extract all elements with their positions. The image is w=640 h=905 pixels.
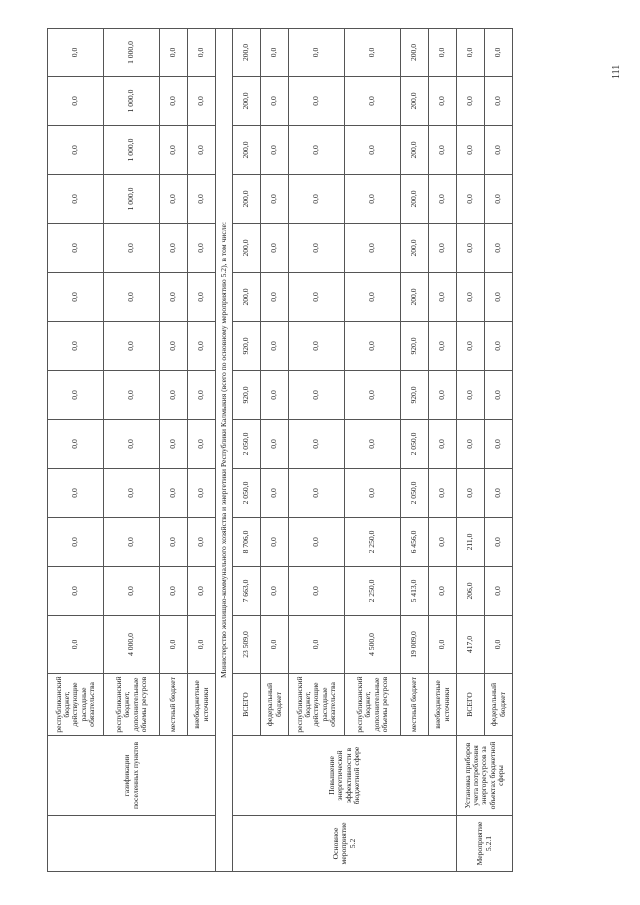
value-cell: 0,0 (188, 126, 216, 175)
value-cell: 0,0 (261, 518, 289, 567)
value-cell: 0,0 (104, 322, 160, 371)
value-cell: 0,0 (48, 224, 104, 273)
value-cell: 0,0 (48, 420, 104, 469)
value-cell: 0,0 (160, 126, 188, 175)
value-cell: 0,0 (289, 420, 345, 469)
value-cell: 0,0 (160, 567, 188, 616)
value-cell: 0,0 (457, 224, 485, 273)
value-cell: 0,0 (429, 29, 457, 77)
value-cell: 0,0 (457, 126, 485, 175)
value-cell: 0,0 (429, 616, 457, 674)
value-cell: 7 663,0 (233, 567, 261, 616)
value-cell: 0,0 (104, 371, 160, 420)
value-cell: 0,0 (345, 175, 401, 224)
value-cell: 0,0 (104, 469, 160, 518)
value-cell: 200,0 (233, 273, 261, 322)
source-cell: республиканский бюджет, дополнительные объемы ресурсов (104, 674, 160, 736)
value-cell: 0,0 (160, 371, 188, 420)
source-cell: ВСЕГО (233, 674, 261, 736)
value-cell: 0,0 (160, 322, 188, 371)
value-cell: 0,0 (48, 371, 104, 420)
value-cell: 920,0 (401, 322, 429, 371)
measure-cell (48, 816, 216, 872)
value-cell: 0,0 (289, 224, 345, 273)
value-cell: 0,0 (160, 469, 188, 518)
value-cell: 0,0 (485, 224, 513, 273)
value-cell: 0,0 (429, 224, 457, 273)
value-cell: 0,0 (429, 126, 457, 175)
source-cell: республиканский бюджет, дополнительные объемы ресурсов (345, 674, 401, 736)
value-cell: 0,0 (485, 518, 513, 567)
value-cell: 200,0 (401, 77, 429, 126)
measure-cell: Основное мероприятие 5.2 (233, 816, 457, 872)
value-cell: 206,0 (457, 567, 485, 616)
value-cell: 0,0 (188, 567, 216, 616)
value-cell: 0,0 (429, 518, 457, 567)
value-cell: 0,0 (104, 567, 160, 616)
value-cell: 0,0 (188, 175, 216, 224)
value-cell: 200,0 (401, 175, 429, 224)
source-cell: федеральный бюджет (485, 674, 513, 736)
value-cell: 0,0 (261, 469, 289, 518)
value-cell: 0,0 (457, 77, 485, 126)
value-cell: 0,0 (345, 469, 401, 518)
value-cell: 0,0 (188, 273, 216, 322)
value-cell: 2 050,0 (401, 469, 429, 518)
table-row (457, 29, 485, 872)
value-cell: 19 009,0 (401, 616, 429, 674)
value-cell: 0,0 (429, 371, 457, 420)
value-cell: 2 050,0 (233, 420, 261, 469)
value-cell: 0,0 (485, 616, 513, 674)
source-cell: республиканский бюджет, действующие расходные обязательства (48, 674, 104, 736)
value-cell: 0,0 (289, 371, 345, 420)
value-cell: 0,0 (160, 420, 188, 469)
value-cell: 0,0 (188, 469, 216, 518)
value-cell: 0,0 (457, 29, 485, 77)
value-cell: 0,0 (48, 175, 104, 224)
value-cell: 0,0 (261, 273, 289, 322)
value-cell: 0,0 (160, 175, 188, 224)
value-cell: 200,0 (233, 77, 261, 126)
value-cell: 0,0 (485, 273, 513, 322)
value-cell: 2 050,0 (401, 420, 429, 469)
value-cell: 920,0 (233, 371, 261, 420)
value-cell: 0,0 (160, 518, 188, 567)
table-row (48, 29, 104, 872)
value-cell: 0,0 (48, 29, 104, 77)
value-cell: 0,0 (188, 77, 216, 126)
value-cell: 200,0 (233, 29, 261, 77)
value-cell: 8 706,0 (233, 518, 261, 567)
value-cell: 4 000,0 (104, 616, 160, 674)
value-cell: 0,0 (289, 567, 345, 616)
value-cell: 0,0 (345, 322, 401, 371)
value-cell: 0,0 (48, 518, 104, 567)
value-cell: 0,0 (261, 77, 289, 126)
value-cell: 23 509,0 (233, 616, 261, 674)
source-cell: внебюджетные источники (188, 674, 216, 736)
value-cell: 0,0 (345, 224, 401, 273)
value-cell: 0,0 (261, 29, 289, 77)
value-cell: 0,0 (289, 273, 345, 322)
value-cell: 0,0 (457, 469, 485, 518)
value-cell: 4 500,0 (345, 616, 401, 674)
value-cell: 0,0 (485, 322, 513, 371)
source-cell: федеральный бюджет (261, 674, 289, 736)
value-cell: 0,0 (429, 273, 457, 322)
value-cell: 0,0 (457, 273, 485, 322)
value-cell: 0,0 (345, 371, 401, 420)
value-cell: 0,0 (485, 175, 513, 224)
value-cell: 0,0 (160, 77, 188, 126)
value-cell: 0,0 (48, 567, 104, 616)
value-cell: 200,0 (401, 29, 429, 77)
event-cell: газификации поселенных пунктов (48, 736, 216, 816)
value-cell: 0,0 (429, 322, 457, 371)
value-cell: 0,0 (429, 567, 457, 616)
value-cell: 200,0 (401, 224, 429, 273)
value-cell: 0,0 (188, 371, 216, 420)
value-cell: 417,0 (457, 616, 485, 674)
ministry-row (216, 29, 233, 872)
value-cell: 0,0 (289, 469, 345, 518)
value-cell: 0,0 (160, 273, 188, 322)
source-cell: ВСЕГО (457, 674, 485, 736)
value-cell: 0,0 (289, 175, 345, 224)
value-cell: 0,0 (48, 616, 104, 674)
value-cell: 0,0 (485, 77, 513, 126)
value-cell: 0,0 (485, 567, 513, 616)
value-cell: 1 000,0 (104, 126, 160, 175)
budget-table (47, 28, 513, 872)
value-cell: 200,0 (233, 175, 261, 224)
value-cell: 0,0 (289, 616, 345, 674)
value-cell: 0,0 (104, 518, 160, 567)
table-row (233, 29, 261, 872)
value-cell: 0,0 (48, 322, 104, 371)
value-cell: 0,0 (48, 469, 104, 518)
page-number: 111 (611, 64, 622, 79)
value-cell: 0,0 (457, 175, 485, 224)
value-cell: 1 000,0 (104, 175, 160, 224)
value-cell: 0,0 (188, 29, 216, 77)
value-cell: 0,0 (104, 420, 160, 469)
value-cell: 1 000,0 (104, 29, 160, 77)
ministry-heading: Министерство жилищно-коммунального хозяйства и энергетики Республики Калмыкия (всего по основному мероприятию 5.2), в том числе: (216, 29, 233, 872)
value-cell: 0,0 (188, 322, 216, 371)
value-cell: 0,0 (261, 224, 289, 273)
value-cell: 0,0 (485, 469, 513, 518)
value-cell: 5 413,0 (401, 567, 429, 616)
value-cell: 6 456,0 (401, 518, 429, 567)
source-cell: внебюджетные источники (429, 674, 457, 736)
value-cell: 0,0 (188, 616, 216, 674)
value-cell: 0,0 (289, 518, 345, 567)
value-cell: 1 000,0 (104, 77, 160, 126)
value-cell: 0,0 (345, 77, 401, 126)
value-cell: 920,0 (233, 322, 261, 371)
value-cell: 0,0 (261, 371, 289, 420)
value-cell: 211,0 (457, 518, 485, 567)
value-cell: 0,0 (457, 420, 485, 469)
source-cell: местный бюджет (160, 674, 188, 736)
value-cell: 0,0 (345, 273, 401, 322)
source-cell: местный бюджет (401, 674, 429, 736)
value-cell: 0,0 (160, 616, 188, 674)
value-cell: 0,0 (160, 224, 188, 273)
value-cell: 0,0 (48, 126, 104, 175)
value-cell: 0,0 (429, 420, 457, 469)
value-cell: 0,0 (289, 126, 345, 175)
value-cell: 200,0 (233, 126, 261, 175)
value-cell: 200,0 (233, 224, 261, 273)
value-cell: 0,0 (289, 29, 345, 77)
value-cell: 920,0 (401, 371, 429, 420)
value-cell: 0,0 (345, 420, 401, 469)
value-cell: 0,0 (429, 469, 457, 518)
value-cell: 0,0 (485, 371, 513, 420)
value-cell: 0,0 (457, 322, 485, 371)
value-cell: 0,0 (261, 420, 289, 469)
value-cell: 2 050,0 (233, 469, 261, 518)
value-cell: 0,0 (345, 126, 401, 175)
value-cell: 0,0 (261, 175, 289, 224)
value-cell: 0,0 (188, 224, 216, 273)
value-cell: 0,0 (457, 371, 485, 420)
value-cell: 0,0 (188, 420, 216, 469)
event-cell: Установка приборов учета потребления энергоресурсов за объектах бюджетной сферы (457, 736, 513, 816)
value-cell: 0,0 (485, 29, 513, 77)
value-cell: 0,0 (429, 175, 457, 224)
value-cell: 0,0 (104, 224, 160, 273)
value-cell: 0,0 (429, 77, 457, 126)
value-cell: 0,0 (289, 322, 345, 371)
source-cell: республиканский бюджет, действующие расходные обязательства (289, 674, 345, 736)
value-cell: 2 250,0 (345, 567, 401, 616)
event-cell: Повышение энергетической эффективности в бюджетной сфере (233, 736, 457, 816)
value-cell: 0,0 (261, 616, 289, 674)
value-cell: 0,0 (261, 126, 289, 175)
value-cell: 200,0 (401, 273, 429, 322)
measure-cell: Мероприятие 5.2.1 (457, 816, 513, 872)
value-cell: 0,0 (485, 420, 513, 469)
value-cell: 0,0 (261, 322, 289, 371)
value-cell: 200,0 (401, 126, 429, 175)
value-cell: 0,0 (188, 518, 216, 567)
value-cell: 0,0 (485, 126, 513, 175)
value-cell: 0,0 (160, 29, 188, 77)
value-cell: 0,0 (48, 273, 104, 322)
value-cell: 0,0 (104, 273, 160, 322)
value-cell: 0,0 (48, 77, 104, 126)
value-cell: 2 250,0 (345, 518, 401, 567)
value-cell: 0,0 (261, 567, 289, 616)
value-cell: 0,0 (289, 77, 345, 126)
value-cell: 0,0 (345, 29, 401, 77)
